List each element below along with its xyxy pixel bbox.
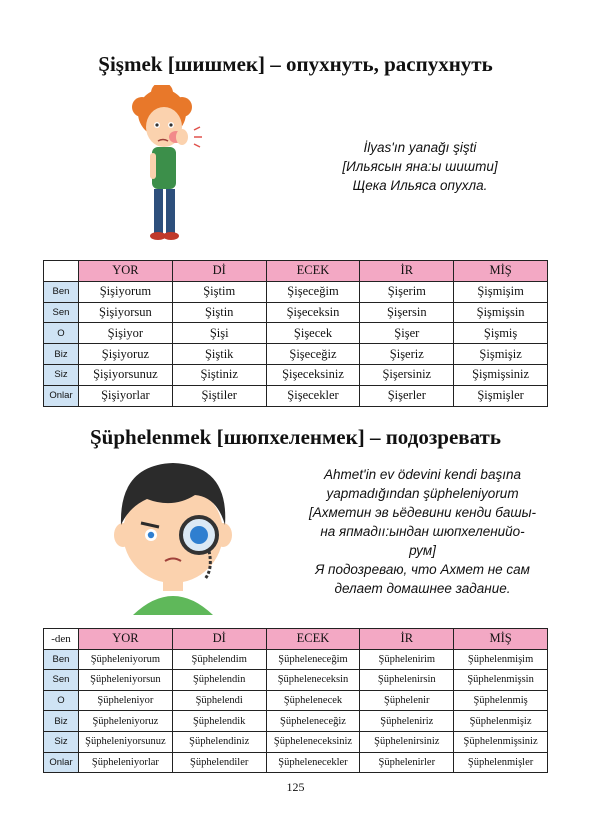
form-cell: Şüpheleniriz (360, 711, 454, 732)
section2-conjugation-table (43, 628, 548, 773)
form-cell: Şüpheleneceğim (266, 649, 360, 670)
form-cell: Şişiyor (79, 323, 173, 344)
form-cell: Şüphelendi (172, 690, 266, 711)
section1-example (325, 138, 515, 195)
example-line: рум] (409, 543, 436, 558)
table-corner-cell (44, 261, 79, 282)
example-line: [Ильясын яна:ы шишти] (342, 159, 498, 174)
table-row (44, 670, 548, 691)
form-cell: Şüpheleneceğiz (266, 711, 360, 732)
form-cell: Şüpheleniyoruz (79, 711, 173, 732)
pronoun-cell: Siz (44, 731, 79, 752)
table-row (44, 649, 548, 670)
form-cell: Şüphelenirsiniz (360, 731, 454, 752)
form-cell: Şüphelenmişsin (454, 670, 548, 691)
form-cell: Şüphelendiniz (172, 731, 266, 752)
pronoun-cell: Sen (44, 670, 79, 691)
table-header-row (44, 629, 548, 650)
example-line: Я подозреваю, что Ахмет не сам (315, 562, 530, 577)
example-line: Ahmet'in ev ödevini kendi başına (324, 467, 521, 482)
form-cell: Şüphelenirim (360, 649, 454, 670)
example-line: на япмадıı:ындан шюпхеленийо- (320, 524, 525, 539)
pronoun-cell: Onlar (44, 385, 79, 406)
form-cell: Şişersin (360, 302, 454, 323)
form-cell: Şüpheleniyorlar (79, 752, 173, 773)
form-cell: Şişmişsiniz (454, 364, 548, 385)
form-cell: Şiştiniz (172, 364, 266, 385)
pronoun-cell: Ben (44, 649, 79, 670)
form-cell: Şüphelenir (360, 690, 454, 711)
section1-conjugation-table (43, 260, 548, 407)
example-line: Щека Ильяса опухла. (352, 178, 488, 193)
form-cell: Şişeceğiz (266, 344, 360, 365)
form-cell: Şüpheleneceksin (266, 670, 360, 691)
pronoun-cell: O (44, 690, 79, 711)
example-line: İlyas'ın yanağı şişti (363, 140, 477, 155)
table-row (44, 711, 548, 732)
table-header-row (44, 261, 548, 282)
form-cell: Şişmişiz (454, 344, 548, 365)
form-cell: Şüphelendiler (172, 752, 266, 773)
form-cell: Şüphelenmişsiniz (454, 731, 548, 752)
form-cell: Şiştim (172, 281, 266, 302)
section2-title: Şüphelenmek [шюпхеленмек] – подозревать (90, 425, 501, 449)
form-cell: Şüphelenirler (360, 752, 454, 773)
form-cell: Şüphelendim (172, 649, 266, 670)
table-row (44, 731, 548, 752)
table-row (44, 364, 548, 385)
form-cell: Şüphelenecekler (266, 752, 360, 773)
form-cell: Şişecek (266, 323, 360, 344)
form-cell: Şüphelenmişim (454, 649, 548, 670)
form-cell: Şişeceksin (266, 302, 360, 323)
form-cell: Şişmişim (454, 281, 548, 302)
tense-header: YOR (79, 261, 173, 282)
pronoun-cell: Ben (44, 281, 79, 302)
form-cell: Şüphelenmişler (454, 752, 548, 773)
tense-header: ECEK (266, 261, 360, 282)
form-cell: Şişmişler (454, 385, 548, 406)
pronoun-cell: Siz (44, 364, 79, 385)
form-cell: Şüphelenmiş (454, 690, 548, 711)
form-cell: Şüpheleniyorum (79, 649, 173, 670)
form-cell: Şüpheleniyorsunuz (79, 731, 173, 752)
pronoun-cell: Biz (44, 344, 79, 365)
form-cell: Şiştin (172, 302, 266, 323)
tense-header: Dİ (172, 629, 266, 650)
table-row (44, 281, 548, 302)
section1-title: Şişmek [шишмек] – опухнуть, распухнуть (98, 52, 493, 76)
table-row (44, 752, 548, 773)
form-cell: Şişeceğim (266, 281, 360, 302)
form-cell: Şüphelenmişiz (454, 711, 548, 732)
table-row (44, 323, 548, 344)
form-cell: Şüpheleniyor (79, 690, 173, 711)
tense-header: YOR (79, 629, 173, 650)
table-row (44, 690, 548, 711)
form-cell: Şişiyorsunuz (79, 364, 173, 385)
form-cell: Şüphelendin (172, 670, 266, 691)
form-cell: Şüphelenecek (266, 690, 360, 711)
pronoun-cell: Biz (44, 711, 79, 732)
form-cell: Şişer (360, 323, 454, 344)
form-cell: Şişeriz (360, 344, 454, 365)
section2-example (290, 465, 555, 598)
form-cell: Şişmiş (454, 323, 548, 344)
form-cell: Şiştiler (172, 385, 266, 406)
form-cell: Şişiyoruz (79, 344, 173, 365)
form-cell: Şişersiniz (360, 364, 454, 385)
example-line: [Ахметин эв ьёдевини кенди башы- (308, 505, 537, 520)
form-cell: Şüphelenirsin (360, 670, 454, 691)
form-cell: Şişerler (360, 385, 454, 406)
form-cell: Şişi (172, 323, 266, 344)
tense-header: İR (360, 629, 454, 650)
form-cell: Şüphelendik (172, 711, 266, 732)
boy-swollen-cheek-illustration (112, 85, 222, 245)
form-cell: Şiştik (172, 344, 266, 365)
form-cell: Şüpheleniyorsun (79, 670, 173, 691)
boy-magnifying-glass-illustration (103, 455, 243, 615)
form-cell: Şişiyorum (79, 281, 173, 302)
table-row (44, 344, 548, 365)
form-cell: Şişiyorlar (79, 385, 173, 406)
tense-header: ECEK (266, 629, 360, 650)
tense-header: MİŞ (454, 261, 548, 282)
form-cell: Şişmişsin (454, 302, 548, 323)
example-line: yapmadığından şüpheleniyorum (326, 486, 519, 501)
tense-header: MİŞ (454, 629, 548, 650)
form-cell: Şüpheleneceksiniz (266, 731, 360, 752)
table-row (44, 385, 548, 406)
form-cell: Şişecekler (266, 385, 360, 406)
table-row (44, 302, 548, 323)
page-number: 125 (286, 780, 305, 794)
tense-header: Dİ (172, 261, 266, 282)
pronoun-cell: O (44, 323, 79, 344)
form-cell: Şişiyorsun (79, 302, 173, 323)
table-corner-cell: -den (44, 629, 79, 650)
pronoun-cell: Sen (44, 302, 79, 323)
form-cell: Şişeceksiniz (266, 364, 360, 385)
tense-header: İR (360, 261, 454, 282)
form-cell: Şişerim (360, 281, 454, 302)
pronoun-cell: Onlar (44, 752, 79, 773)
example-line: делает домашнее задание. (334, 581, 511, 596)
